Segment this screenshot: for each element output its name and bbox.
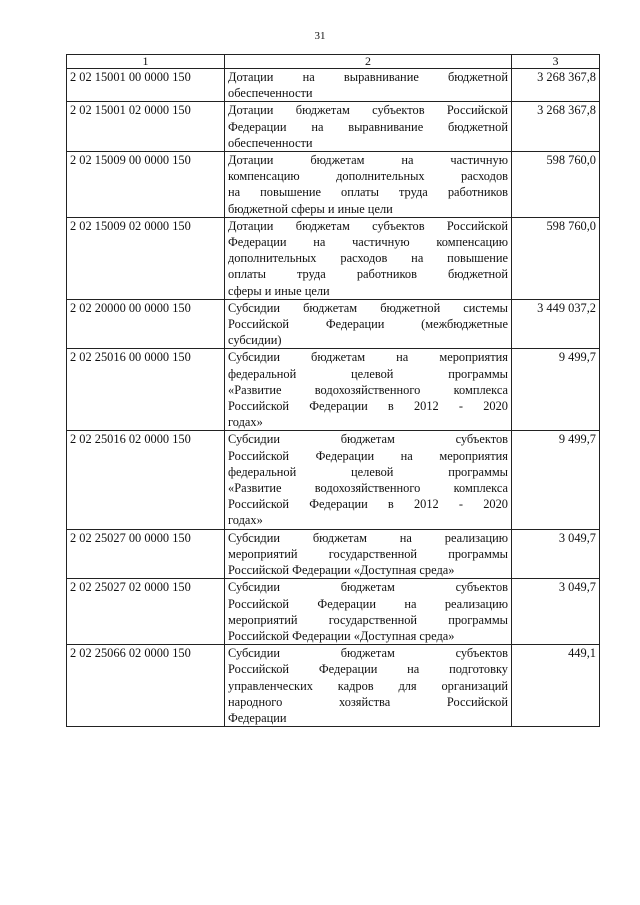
budget-description <box>225 299 512 349</box>
description-line: Российской Федерации на подготовку <box>228 662 508 677</box>
description-line: «Развитие водохозяйственного комплекса <box>228 382 508 397</box>
table-row <box>67 69 600 102</box>
description-line: на повышение оплаты труда работников <box>228 185 508 200</box>
budget-amount: 598 760,0 <box>512 152 600 218</box>
description-line: Дотации бюджетам субъектов Российской <box>228 218 508 233</box>
budget-code: 2 02 15001 02 0000 150 <box>67 102 225 152</box>
description-line: обеспеченности <box>228 86 313 101</box>
budget-amount: 449,1 <box>512 645 600 727</box>
description-line: Дотации бюджетам субъектов Российской <box>228 103 508 118</box>
budget-amount: 598 760,0 <box>512 217 600 299</box>
column-header-3: 3 <box>512 55 600 69</box>
budget-amount: 3 049,7 <box>512 529 600 579</box>
description-line: Российской Федерации «Доступная среда» <box>228 628 455 643</box>
description-line: Федерации <box>228 710 287 725</box>
budget-amount: 3 449 037,2 <box>512 299 600 349</box>
description-line: компенсацию дополнительных расходов <box>228 169 508 184</box>
description-line: «Развитие водохозяйственного комплекса <box>228 481 508 496</box>
budget-code: 2 02 15009 02 0000 150 <box>67 217 225 299</box>
description-line: федеральной целевой программы <box>228 464 508 479</box>
description-line: Российской Федерации на реализацию <box>228 596 508 611</box>
description-line: Субсидии бюджетам субъектов <box>228 580 508 595</box>
budget-amount: 3 049,7 <box>512 579 600 645</box>
budget-description <box>225 69 512 102</box>
budget-code: 2 02 25066 02 0000 150 <box>67 645 225 727</box>
page-number: 31 <box>314 30 326 42</box>
budget-amount: 9 499,7 <box>512 431 600 529</box>
budget-code: 2 02 15009 00 0000 150 <box>67 152 225 218</box>
budget-revenue-table <box>66 54 600 727</box>
description-line: Федерации на частичную компенсацию <box>228 235 508 250</box>
budget-description <box>225 431 512 529</box>
budget-amount: 9 499,7 <box>512 349 600 431</box>
description-line: оплаты труда работников бюджетной <box>228 267 508 282</box>
budget-code: 2 02 25027 02 0000 150 <box>67 579 225 645</box>
budget-description <box>225 579 512 645</box>
description-line: народного хозяйства Российской <box>228 694 508 709</box>
description-line: Российской Федерации «Доступная среда» <box>228 563 455 578</box>
table-row <box>67 102 600 152</box>
description-line: Субсидии бюджетам бюджетной системы <box>228 300 508 315</box>
table-row <box>67 579 600 645</box>
description-line: федеральной целевой программы <box>228 366 508 381</box>
description-line: обеспеченности <box>228 135 313 150</box>
description-line: Субсидии бюджетам субъектов <box>228 432 508 447</box>
budget-code: 2 02 20000 00 0000 150 <box>67 299 225 349</box>
description-line: Дотации на выравнивание бюджетной <box>228 70 508 84</box>
budget-amount: 3 268 367,8 <box>512 69 600 102</box>
description-line: дополнительных расходов на повышение <box>228 251 508 266</box>
budget-code: 2 02 25016 02 0000 150 <box>67 431 225 529</box>
description-line: Российской Федерации в 2012 - 2020 <box>228 399 508 414</box>
budget-description <box>225 645 512 727</box>
description-line: Субсидии бюджетам на мероприятия <box>228 350 508 365</box>
description-line: мероприятий государственной программы <box>228 546 508 561</box>
budget-code: 2 02 25027 00 0000 150 <box>67 529 225 579</box>
table-row <box>67 299 600 349</box>
budget-description <box>225 529 512 579</box>
description-line: субсидии) <box>228 333 282 348</box>
table-row <box>67 152 600 218</box>
description-line: сферы и иные цели <box>228 283 330 298</box>
budget-amount: 3 268 367,8 <box>512 102 600 152</box>
description-line: Российской Федерации на мероприятия <box>228 448 508 463</box>
column-header-2: 2 <box>225 55 512 69</box>
description-line: Субсидии бюджетам субъектов <box>228 646 508 661</box>
budget-code: 2 02 25016 00 0000 150 <box>67 349 225 431</box>
description-line: годах» <box>228 415 263 430</box>
budget-description <box>225 102 512 152</box>
description-line: Федерации на выравнивание бюджетной <box>228 119 508 134</box>
budget-description <box>225 217 512 299</box>
budget-code: 2 02 15001 00 0000 150 <box>67 69 225 102</box>
table-row <box>67 529 600 579</box>
description-line: Российской Федерации (межбюджетные <box>228 317 508 332</box>
description-line: Субсидии бюджетам на реализацию <box>228 530 508 545</box>
budget-description <box>225 349 512 431</box>
table-row <box>67 217 600 299</box>
description-line: бюджетной сферы и иные цели <box>228 201 393 216</box>
column-header-1: 1 <box>67 55 225 69</box>
budget-description <box>225 152 512 218</box>
description-line: управленческих кадров для организаций <box>228 678 508 693</box>
description-line: мероприятий государственной программы <box>228 612 508 627</box>
table-row <box>67 349 600 431</box>
table-header-row <box>67 55 600 69</box>
table-row <box>67 431 600 529</box>
description-line: Дотации бюджетам на частичную <box>228 153 508 168</box>
table-row <box>67 645 600 727</box>
description-line: годах» <box>228 513 263 528</box>
description-line: Российской Федерации в 2012 - 2020 <box>228 497 508 512</box>
